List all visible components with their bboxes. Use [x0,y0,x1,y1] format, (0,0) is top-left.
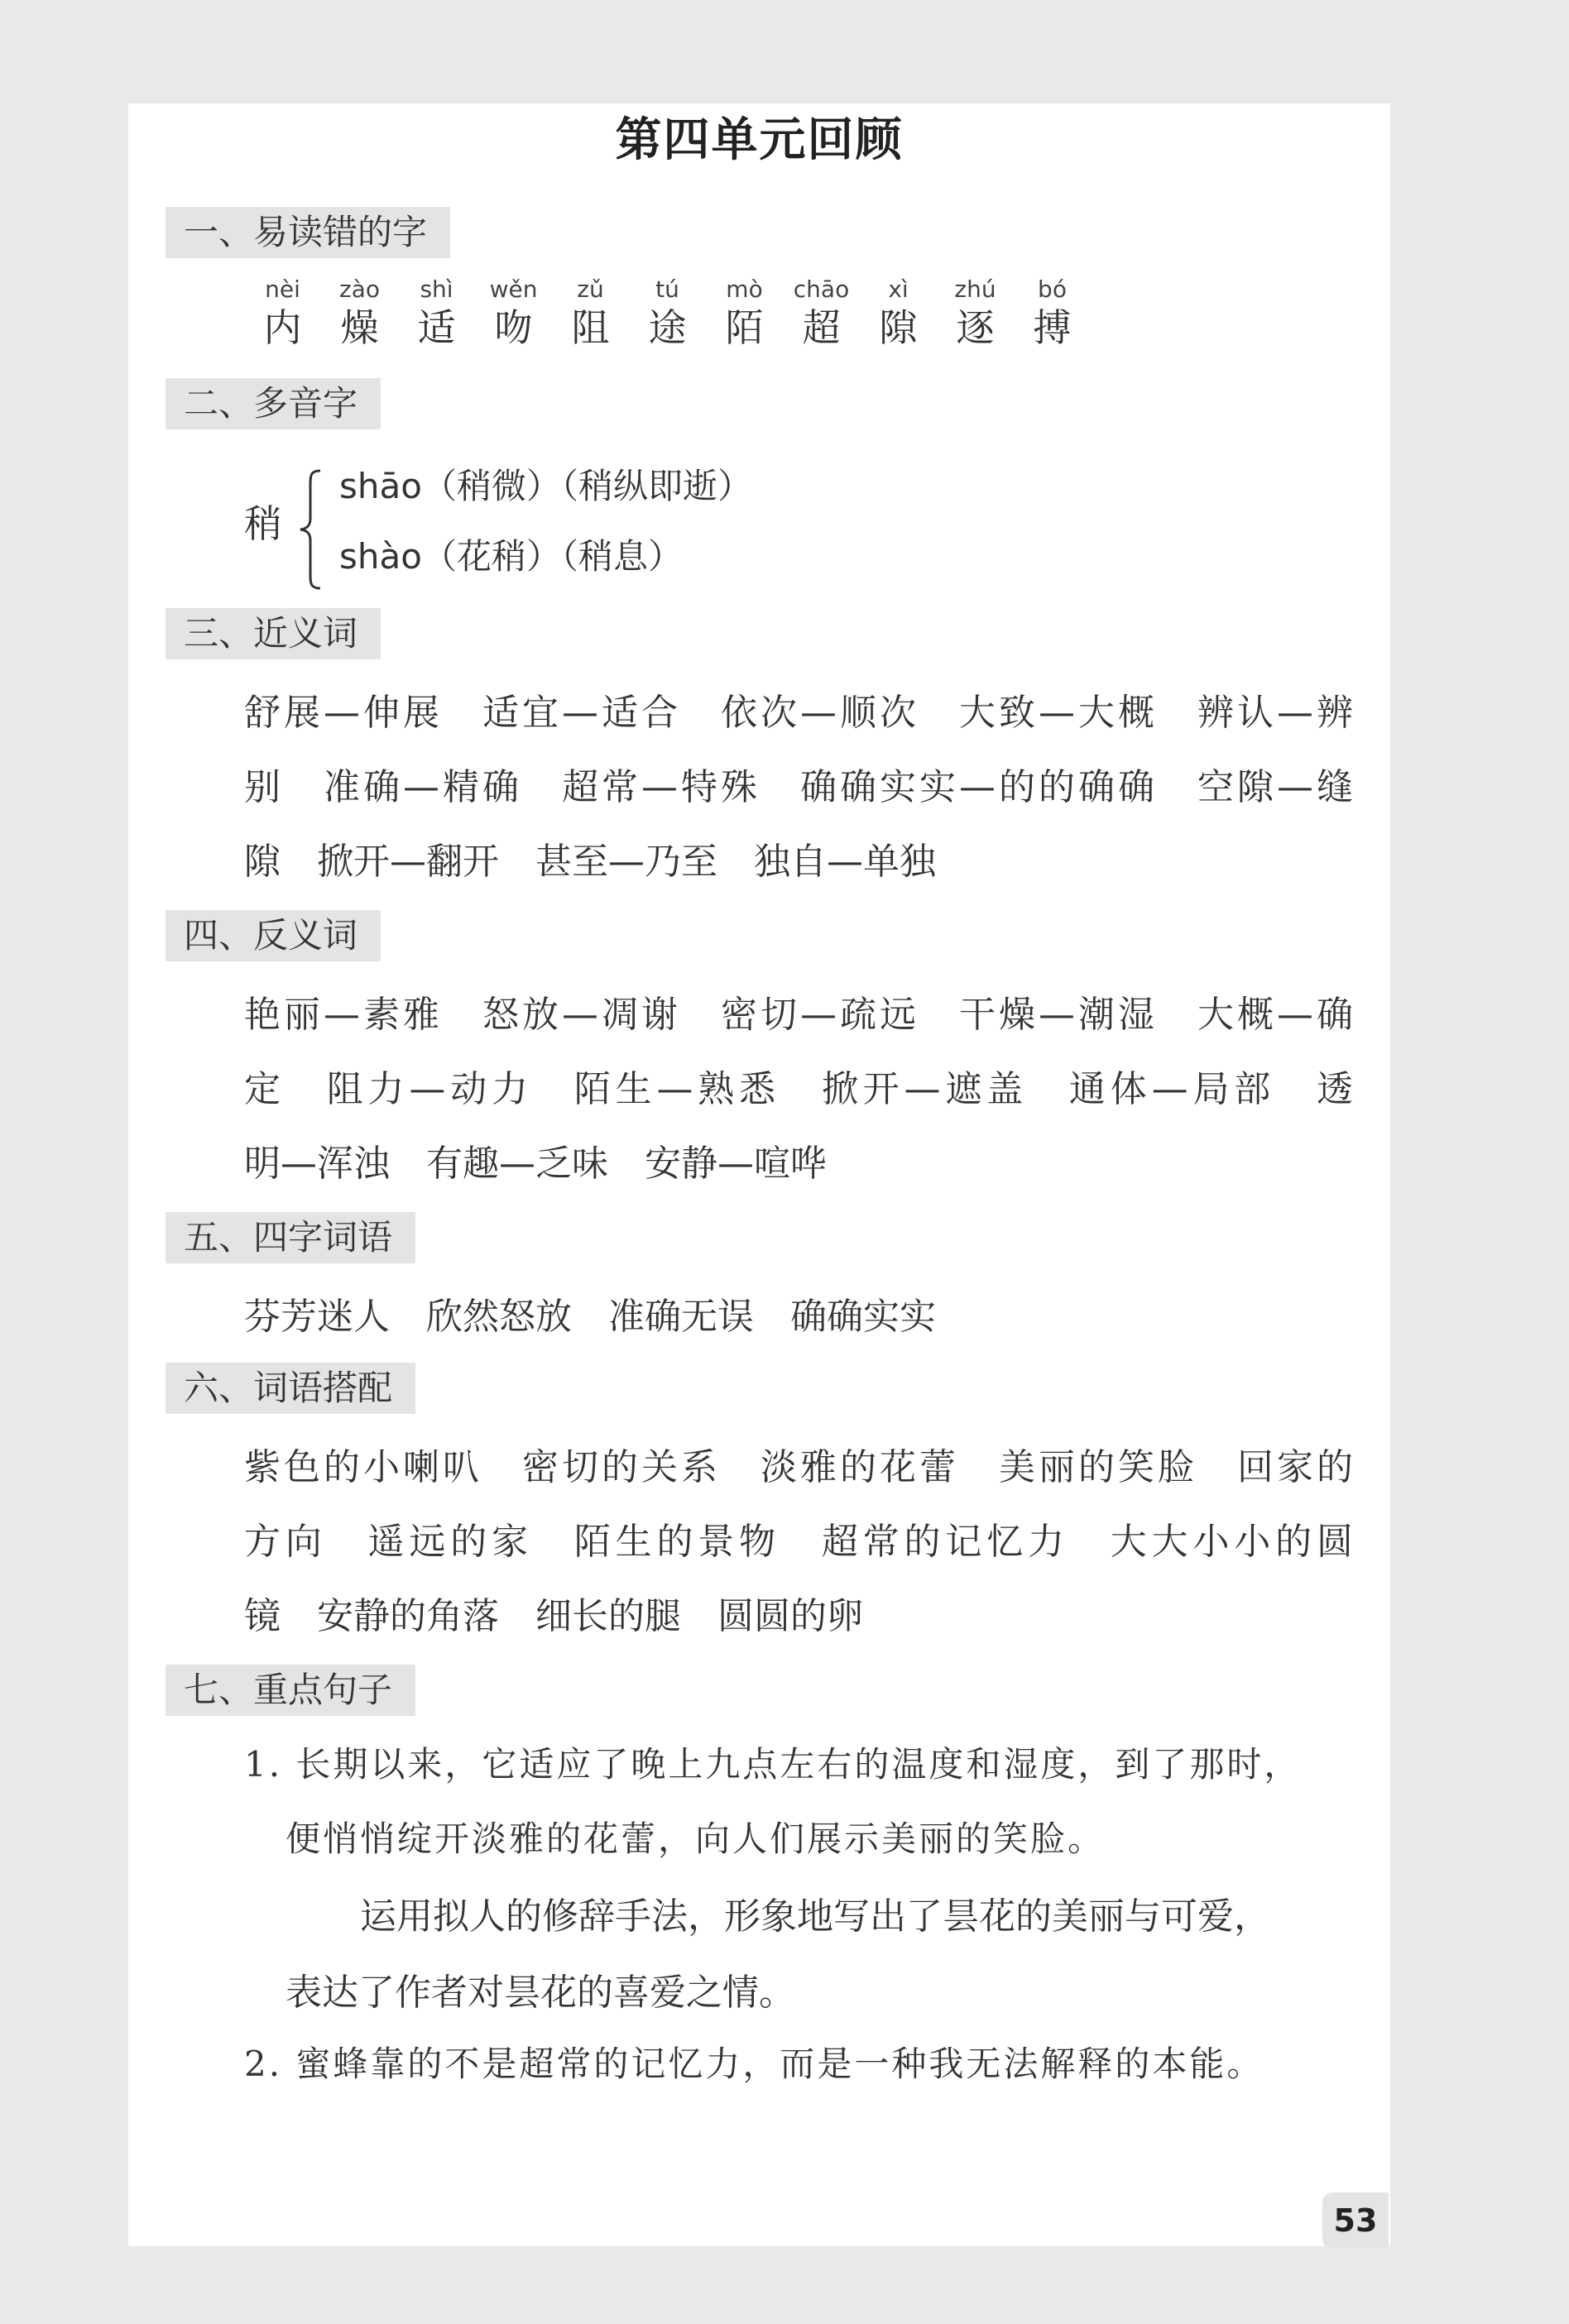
character: 燥 [340,305,379,350]
pinyin: nèi [265,276,300,303]
section-heading-6: 六、词语搭配 [166,1363,415,1414]
text-line: 紫色的小喇叭 密切的关系 淡雅的花蕾 美丽的笑脸 回家的 [244,1446,1353,1488]
pinyin-row [244,275,1091,351]
pinyin: tú [655,276,679,303]
pinyin-char-cell [552,275,629,351]
character: 搏 [1033,305,1072,350]
text-line: 芬芳迷人 欣然怒放 准确无误 确确实实 [244,1296,936,1338]
page-number: 53 [1322,2192,1389,2249]
pinyin-char-cell [783,275,860,351]
pinyin: chāo [793,276,850,303]
analysis-note: 运用拟人的修辞手法，形象地写出了昙花的美丽与可爱， [360,1895,1270,1938]
pinyin-char-cell [937,275,1014,351]
pinyin-char-cell [321,275,398,351]
pinyin: zhú [954,276,996,303]
polyphonic-line-2: shào（花稍）（稍息） [339,529,683,579]
pinyin: bó [1038,276,1067,303]
pinyin-char-cell [629,275,706,351]
character: 阻 [571,305,610,350]
section-heading-1: 一、易读错的字 [166,207,450,258]
pinyin: xì [888,276,909,303]
page-title: 第四单元回顾 [615,113,904,167]
analysis-note-cont: 表达了作者对昙花的喜爱之情。 [285,1972,795,2014]
polyphonic-line-1: shāo（稍微）（稍纵即逝） [339,459,752,509]
pinyin: zào [339,276,380,303]
character: 内 [263,305,302,350]
text-line: 艳丽—素雅 怒放—凋谢 密切—疏远 干燥—潮湿 大概—确 [244,994,1353,1036]
text-line: 方向 遥远的家 陌生的景物 超常的记忆力 大大小小的圆 [244,1521,1353,1563]
key-sentence-2: 2. 蜜蜂靠的不是超常的记忆力，而是一种我无法解释的本能。 [244,2044,1264,2084]
text-line: 定 阻力—动力 陌生—熟悉 掀开—遮盖 通体—局部 透 [244,1068,1353,1110]
pinyin: shì [420,276,453,303]
page [128,103,1390,2246]
pinyin-char-cell [475,275,552,351]
section-heading-5: 五、四字词语 [166,1212,415,1263]
brace-icon [299,467,322,592]
word: 花稍 [456,536,526,577]
pinyin: wěn [489,276,538,303]
pinyin-char-cell [706,275,783,351]
character: 超 [802,305,841,350]
pinyin-char-cell [1014,275,1091,351]
character: 吻 [494,305,533,350]
character: 陌 [725,305,764,350]
character: 途 [648,305,687,350]
section-heading-7: 七、重点句子 [166,1665,415,1716]
pinyin-char-cell [860,275,937,351]
text-line: 别 准确—精确 超常—特殊 确确实实—的的确确 空隙—缝 [244,766,1353,808]
pinyin: mò [726,276,763,303]
polyphonic-char: 稍 [244,501,282,546]
key-sentence-1-cont: 便悄悄绽开淡雅的花蕾，向人们展示美丽的笑脸。 [285,1818,1106,1859]
character: 逐 [956,305,995,350]
text-line: 明—浑浊 有趣—乏味 安静—喧哗 [244,1143,827,1185]
text-line: 舒展—伸展 适宜—适合 依次—顺次 大致—大概 辨认—辨 [244,692,1353,734]
text-line: 隙 掀开—翻开 甚至—乃至 独自—单独 [244,841,936,883]
pinyin: shāo [339,466,422,506]
text-line: 镜 安静的角落 细长的腿 圆圆的卵 [244,1595,863,1637]
word: 稍息 [578,536,648,577]
key-sentence-1: 1. 长期以来，它适应了晚上九点左右的温度和湿度，到了那时， [244,1744,1302,1785]
pinyin: shào [339,536,422,577]
word: 稍微 [456,466,526,506]
section-heading-2: 二、多音字 [166,378,381,429]
word: 稍纵即逝 [578,466,717,506]
section-heading-3: 三、近义词 [166,608,381,659]
character: 隙 [879,305,918,350]
character: 适 [417,305,456,350]
pinyin-char-cell [398,275,475,351]
pinyin-char-cell [244,275,321,351]
section-heading-4: 四、反义词 [166,910,381,961]
pinyin: zǔ [577,276,604,303]
